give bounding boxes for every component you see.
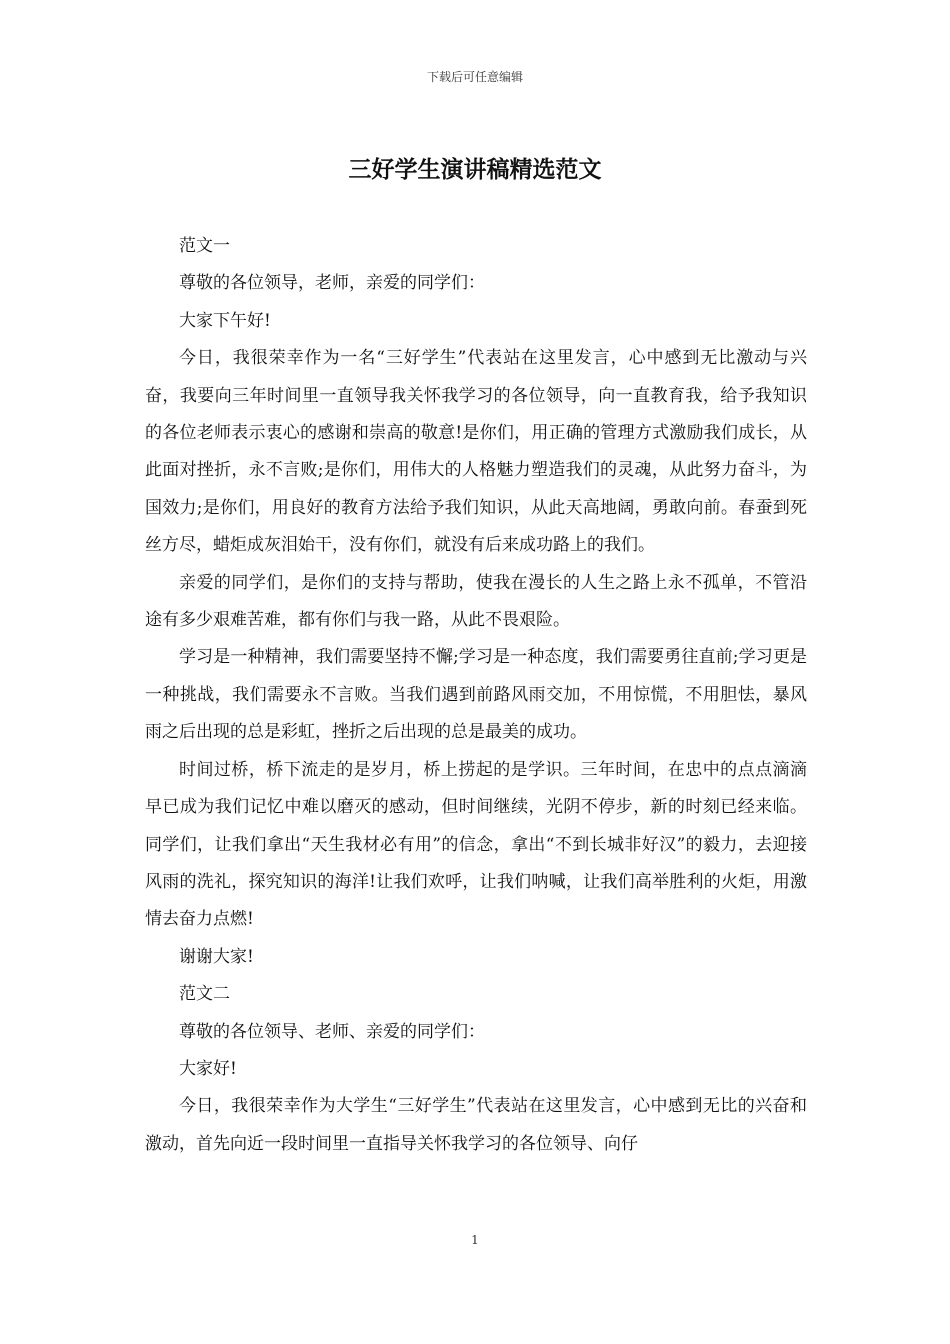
paragraph: 今日，我很荣幸作为一名“三好学生”代表站在这里发言，心中感到无比激动与兴奋，我要向三年时间里一直领导我关怀我学习的各位领导，向一直教育我，给予我知识的各位老师表示衷心的感谢和崇高的敬意!是你们，用正确的管理方式激励我们成长，从此面对挫折，永不言败;是你们，用伟大的人格魅力塑造我们的灵魂，从此努力奋斗，为国效力;是你们，用良好的教育方法给予我们知识，从此天高地阔，勇敢向前。春蚕到死丝方尽，蜡炬成灰泪始干，没有你们，就没有后来成功路上的我们。 xyxy=(145,348,807,556)
paragraph: 尊敬的各位领导、老师、亲爱的同学们： xyxy=(179,1021,485,1042)
paragraph: 亲爱的同学们，是你们的支持与帮助，使我在漫长的人生之路上永不孤单，不管沿途有多少艰难苦难，都有你们与我一路，从此不畏艰险。 xyxy=(145,572,807,631)
paragraph: 今日，我很荣幸作为大学生“三好学生”代表站在这里发言，心中感到无比的兴奋和激动，首先向近一段时间里一直指导关怀我学习的各位领导、向仔 xyxy=(145,1096,807,1154)
paragraph: 大家好! xyxy=(179,1058,237,1079)
header-note: 下载后可任意编辑 xyxy=(426,70,523,84)
document-title: 三好学生演讲稿精选范文 xyxy=(348,156,602,183)
paragraph: 谢谢大家! xyxy=(179,946,254,967)
page-number: 1 xyxy=(471,1233,479,1247)
paragraph: 大家下午好! xyxy=(179,310,271,331)
document-body xyxy=(145,228,807,1163)
paragraph: 范文一 xyxy=(179,236,230,256)
paragraph: 范文二 xyxy=(179,984,230,1005)
paragraph: 时间过桥，桥下流走的是岁月，桥上捞起的是学识。三年时间，在忠中的点点滴滴早已成为我们记忆中难以磨灭的感动，但时间继续，光阴不停步，新的时刻已经来临。同学们，让我们拿出“天生我材必有用”的信念，拿出“不到长城非好汉”的毅力，去迎接风雨的洗礼，探究知识的海洋!让我们欢呼，让我们呐喊，让我们高举胜利的火炬，用激情去奋力点燃! xyxy=(145,759,807,930)
paragraph: 尊敬的各位领导，老师，亲爱的同学们： xyxy=(179,273,485,294)
paragraph: 学习是一种精神，我们需要坚持不懈;学习是一种态度，我们需要勇往直前;学习更是一种挑战，我们需要永不言败。当我们遇到前路风雨交加，不用惊慌，不用胆怯，暴风雨之后出现的总是彩虹，挫折之后出现的总是最美的成功。 xyxy=(145,647,807,743)
